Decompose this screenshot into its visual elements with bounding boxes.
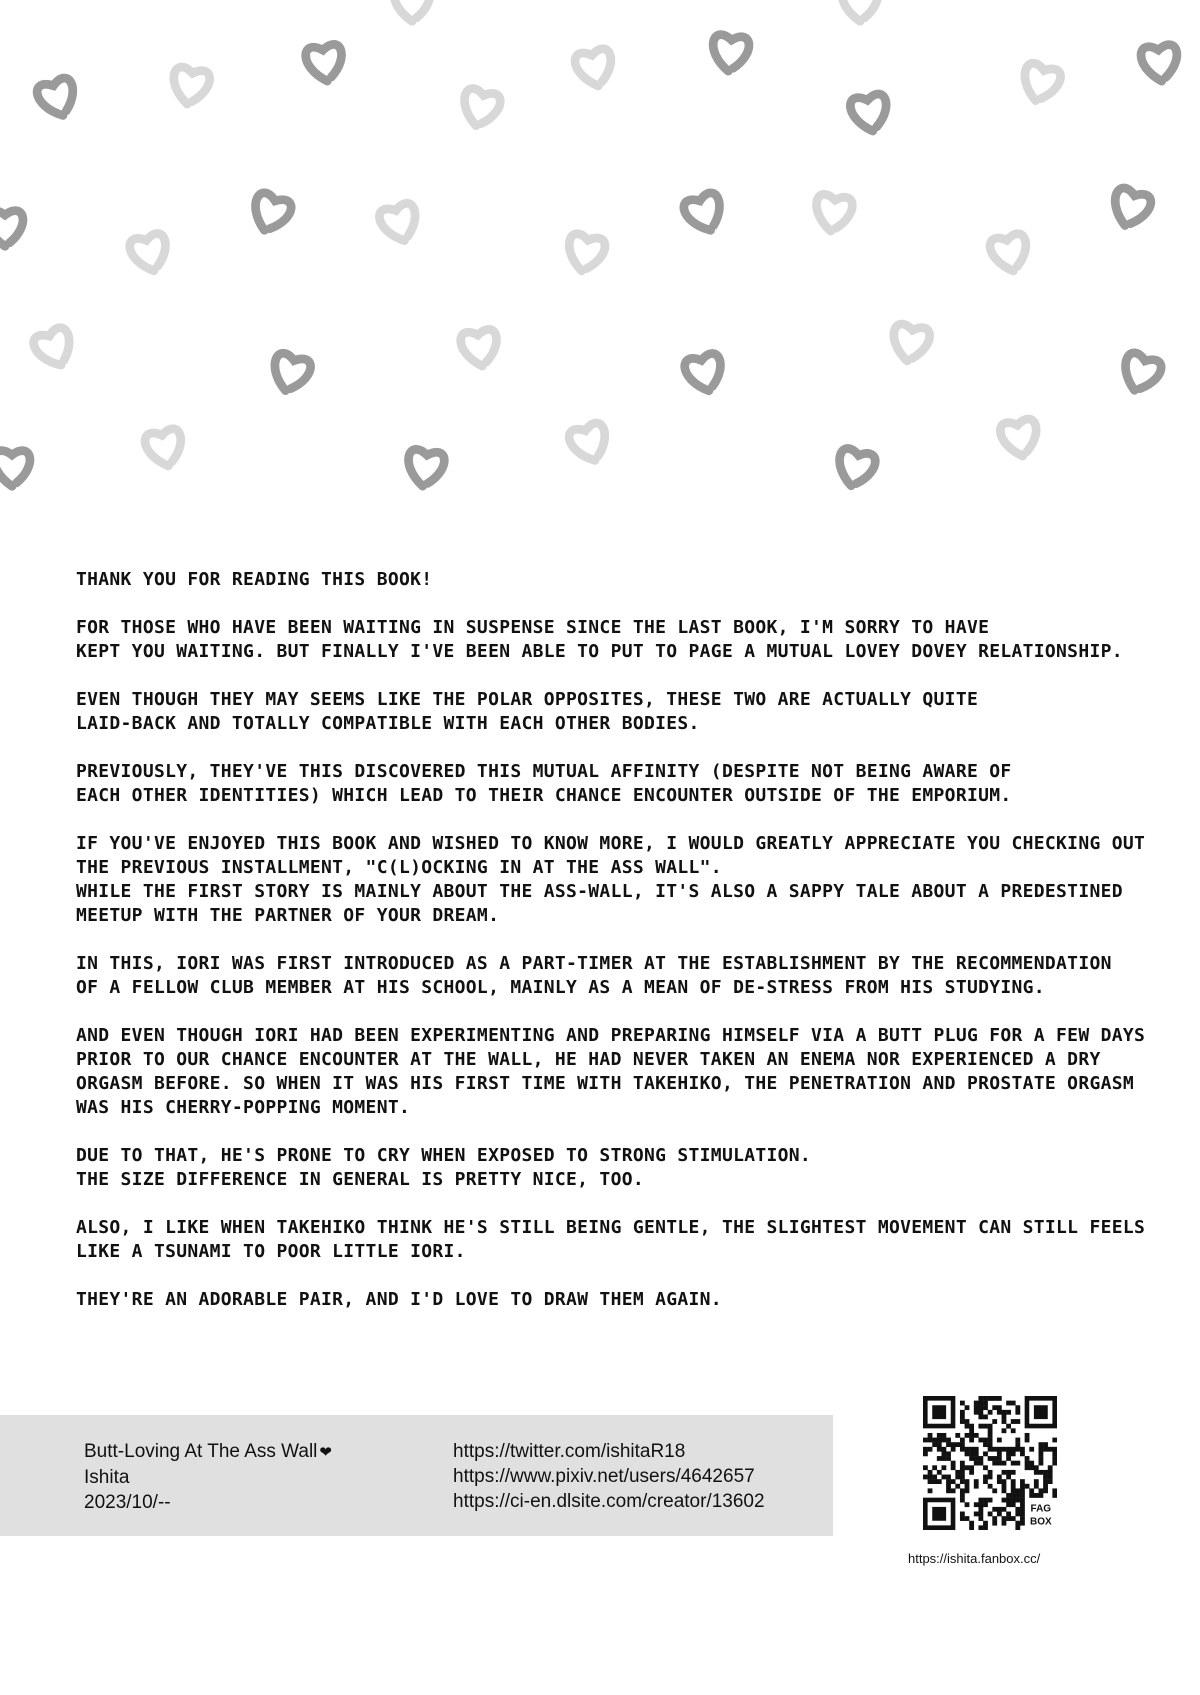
fanbox-badge-text: BOX [1029, 1516, 1052, 1528]
heart-icon [1018, 61, 1062, 105]
qr-finder-pattern [923, 1396, 955, 1428]
heart-icon [268, 351, 312, 395]
heart-icon [710, 34, 749, 73]
heart-icon [813, 193, 853, 233]
afterword-paragraph: FOR THOSE WHO HAVE BEEN WAITING IN SUSPENSE SINCE THE LAST BOOK, I'M SORRY TO HAVE KEPT YOU WAITING. BUT FINALLY I'VE BEEN ABLE TO PUT TO PAGE A MUTUAL LOVEY DOVEY RELATIONSHIP. [76, 617, 1123, 662]
book-title: Butt-Loving At The Ass Wall [84, 1441, 318, 1462]
afterword-paragraph: EVEN THOUGH THEY MAY SEEMS LIKE THE POLAR OPPOSITES, THESE TWO ARE ACTUALLY QUITE LAID-BACK AND TOTALLY COMPATIBLE WITH EACH OTHER BODIES. [76, 689, 979, 734]
heart-icon [143, 427, 185, 469]
fanbox-badge-text: FAG [1030, 1503, 1052, 1515]
heart-icon [459, 87, 502, 130]
heart-icon [1118, 351, 1164, 397]
heart-icon [682, 191, 728, 237]
heart-icon [1140, 44, 1179, 83]
heart-icon [567, 421, 612, 466]
heart-icon [683, 352, 726, 395]
fanbox-link[interactable]: https://ishita.fanbox.cc/ [908, 1551, 1041, 1566]
heart-icon [377, 201, 421, 245]
afterword-paragraph: IN THIS, IORI WAS FIRST INTRODUCED AS A PART-TIMER AT THE ESTABLISHMENT BY THE RECOMMENDATION OF A FELLOW CLUB MEMBER AT HIS SCHOOL, MAINLY AS A MEAN OF DE-STRESS FROM HIS STUDYING. [76, 953, 1112, 998]
heart-icon [834, 447, 877, 490]
qr-finder-pattern [923, 1498, 955, 1530]
publish-date: 2023/10/-- [84, 1492, 171, 1513]
heart-pattern [0, 0, 1200, 520]
heart-icon [0, 451, 30, 487]
heart-icon [849, 93, 890, 134]
afterword-paragraph: THANK YOU FOR READING THIS BOOK! [76, 569, 433, 590]
heart-icon [564, 232, 606, 274]
qr-finder-pattern [1025, 1396, 1057, 1428]
heart-icon [405, 448, 445, 488]
heart-icon [573, 47, 615, 89]
heart-icon [305, 43, 345, 83]
heart-icon [35, 76, 80, 121]
afterword-paragraph: DUE TO THAT, HE'S PRONE TO CRY WHEN EXPOSED TO STRONG STIMULATION. THE SIZE DIFFERENCE IN GENERAL IS PRETTY NICE, TOO. [76, 1145, 812, 1190]
heart-icon [394, 0, 430, 21]
afterword-paragraph: THEY'RE AN ADORABLE PAIR, AND I'D LOVE TO DRAW THEM AGAIN. [76, 1289, 722, 1310]
heart-icon [890, 323, 931, 364]
afterword-paragraph: IF YOU'VE ENJOYED THIS BOOK AND WISHED TO KNOW MORE, I WOULD GREATLY APPRECIATE YOU CHECKING OUT THE PREVIOUS INSTALLMENT, "C(L)OCKING IN AT THE ASS WALL". WHILE THE FIRST STORY IS MAINLY ABOUT THE ASS-WALL, IT'S ALSO A SAPPY TALE ABOUT A PREDESTINED MEETUP WITH THE PARTNER OF YOUR DREAM. [76, 833, 1146, 926]
qr-code [923, 1396, 1057, 1530]
heart-icon: ❤ [319, 1444, 332, 1461]
heart-icon [988, 232, 1030, 274]
afterword-paragraph: PREVIOUSLY, THEY'VE THIS DISCOVERED THIS MUTUAL AFFINITY (DESPITE NOT BEING AWARE OF EACH OTHER IDENTITIES) WHICH LEAD TO THEIR CHANCE ENCOUNTER OUTSIDE OF THE EMPORIUM. [76, 761, 1012, 806]
author-name: Ishita [84, 1467, 130, 1488]
book-title-line [84, 1439, 332, 1465]
twitter-link[interactable]: https://twitter.com/ishitaR18 [453, 1441, 686, 1462]
pixiv-link[interactable]: https://www.pixiv.net/users/4642657 [453, 1466, 755, 1487]
heart-icon [1108, 186, 1153, 231]
colophon-box [0, 1415, 833, 1536]
heart-icon [248, 191, 294, 237]
heart-icon [0, 211, 23, 247]
heart-icon [170, 66, 211, 107]
afterword-paragraph: AND EVEN THOUGH IORI HAD BEEN EXPERIMENTING AND PREPARING HIMSELF VIA A BUTT PLUG FOR A FEW DAYS PRIOR TO OUR CHANCE ENCOUNTER AT THE WALL, HE HAD NEVER TAKEN AN ENEMA NOR EXPERIENCED A DRY ORGASM BEFORE. SO WHEN IT WAS HIS FIRST TIME WITH TAKEHIKO, THE PENETRATION AND PROSTATE ORGASM WAS HIS CHERRY-POPPING MOMENT. [76, 1025, 1146, 1118]
heart-icon [31, 325, 78, 371]
heart-icon [999, 418, 1040, 459]
afterword-text [76, 568, 1186, 1336]
ci-en-link[interactable]: https://ci-en.dlsite.com/creator/13602 [453, 1491, 765, 1512]
heart-icon [128, 232, 171, 275]
colophon-info [84, 1439, 332, 1515]
colophon-links [453, 1439, 765, 1514]
afterword-paragraph: ALSO, I LIKE WHEN TAKEHIKO THINK HE'S STILL BEING GENTLE, THE SLIGHTEST MOVEMENT CAN STILL FEELS LIKE A TSUNAMI TO POOR LITTLE IORI. [76, 1217, 1146, 1262]
heart-icon [842, 0, 878, 21]
heart-icon [460, 328, 500, 368]
